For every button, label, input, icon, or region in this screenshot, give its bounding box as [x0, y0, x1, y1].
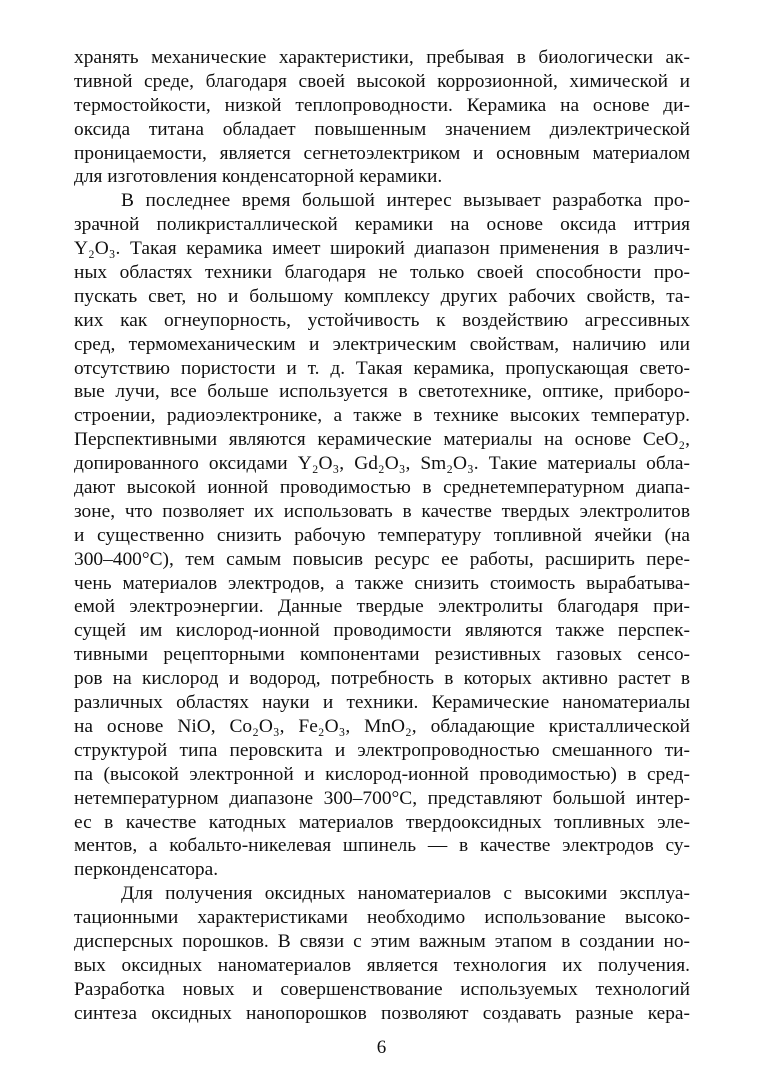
text-line: 300–400°C), тем самым повысив ресурс ее работы, расширить пере-	[74, 548, 690, 570]
text-line: допированного оксидами Y₂O₃, Gd₂O₃, Sm₂O₃. Такие материалы обла-	[74, 453, 690, 475]
text-line: ров на кислород и водород, потребность в которых активно растет в	[74, 668, 690, 690]
text-line: тивной среде, благодаря своей высокой коррозионной, химической и	[74, 70, 690, 92]
text-line: перконденсатора.	[74, 859, 219, 881]
text-line: вые лучи, все больше используется в светотехнике, оптике, приборо-	[74, 381, 690, 403]
text-line: пускать свет, но и большому комплексу других рабочих свойств, та-	[74, 285, 690, 307]
text-line: нетемпературном диапазоне 300–700°C, представляют большой интер-	[74, 787, 690, 809]
text-line: дисперсных порошков. В связи с этим важным этапом в создании но-	[74, 930, 690, 952]
text-line: отсутствию пористости и т. д. Такая керамика, пропускающая свето-	[74, 357, 690, 379]
text-line: структурой типа перовскита и электропроводностью смешанного ти-	[74, 739, 690, 761]
text-line: проницаемости, является сегнетоэлектриком и основным материалом	[74, 142, 690, 164]
text-line: зоне, что позволяет их использовать в качестве твердых электролитов	[74, 500, 690, 522]
paragraph-first-line: Для получения оксидных наноматериалов с высокими эксплуа-	[121, 883, 690, 905]
text-line: Перспективными являются керамические материалы на основе CeO₂,	[74, 429, 690, 451]
text-line: для изготовления конденсаторной керамики.	[74, 166, 443, 188]
text-line: и существенно снизить рабочую температуру топливной ячейки (на	[74, 524, 690, 546]
text-line: емой электроэнергии. Данные твердые электролиты благодаря при-	[74, 596, 690, 618]
page-number: 6	[376, 1037, 387, 1058]
text-line: Разработка новых и совершенствование используемых технологий	[74, 978, 690, 1000]
text-line: зрачной поликристаллической керамики на основе оксида иттрия	[74, 214, 690, 236]
text-line: ес в качестве катодных материалов твердооксидных топливных эле-	[74, 811, 690, 833]
text-line: сред, термомеханическим и электрическим свойствам, наличию или	[74, 333, 690, 355]
text-line: синтеза оксидных нанопорошков позволяют создавать разные кера-	[74, 1002, 690, 1024]
text-line: па (высокой электронной и кислород-ионной проводимостью) в сред-	[74, 763, 690, 785]
text-line: ных областях техники благодаря не только своей способности про-	[74, 262, 690, 284]
text-line: вых оксидных наноматериалов является технология их получения.	[74, 954, 690, 976]
text-line: хранять механические характеристики, пребывая в биологически ак-	[74, 47, 690, 68]
text-line: термостойкости, низкой теплопроводности. Керамика на основе ди-	[74, 94, 690, 116]
text-line: на основе NiO, Co₂O₃, Fe₂O₃, MnO₂, обладающие кристаллической	[74, 715, 690, 737]
text-line: тивными рецепторными компонентами резистивных газовых сенсо-	[74, 644, 690, 666]
body-text	[74, 46, 690, 1026]
text-line: тационными характеристиками необходимо использование высоко-	[74, 907, 690, 929]
text-line: ких как огнеупорность, устойчивость к воздействию агрессивных	[74, 309, 690, 331]
text-line: оксида титана обладает повышенным значением диэлектрической	[74, 118, 690, 140]
text-line: различных областях науки и техники. Керамические наноматериалы	[74, 692, 690, 714]
text-line: Y₂O₃. Такая керамика имеет широкий диапазон применения в различ-	[74, 238, 690, 260]
paragraph-first-line: В последнее время большой интерес вызывает разработка про-	[121, 190, 690, 212]
text-line: сущей им кислород-ионной проводимости являются также перспек-	[74, 620, 690, 642]
text-line: дают высокой ионной проводимостью в среднетемпературном диапа-	[74, 477, 690, 499]
text-line: ментов, а кобальто-никелевая шпинель — в качестве электродов су-	[74, 835, 690, 857]
text-line: чень материалов электродов, а также снизить стоимость вырабатыва-	[74, 572, 690, 594]
text-line: строении, радиоэлектронике, а также в технике высоких температур.	[74, 405, 690, 427]
